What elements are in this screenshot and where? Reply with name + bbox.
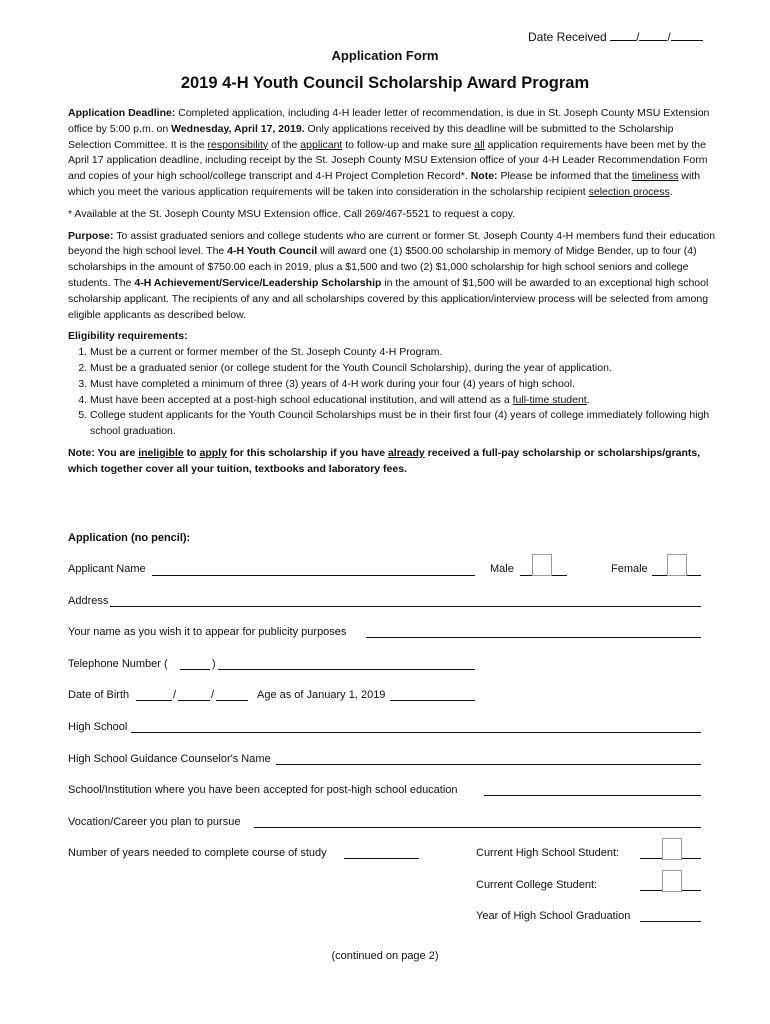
dob-year-field[interactable] [216, 700, 248, 701]
note-already: already [387, 446, 425, 459]
purpose-council: 4-H Youth Council [227, 245, 318, 258]
female-checkbox[interactable] [667, 554, 687, 576]
deadline-text: Please be informed that the [497, 170, 632, 183]
note-text: to [183, 446, 200, 459]
address-label: Address [68, 595, 109, 607]
eligibility-heading: Eligibility requirements: [68, 330, 188, 343]
note-ineligible: ineligible [138, 446, 184, 459]
age-label: Age as of January 1, 2019 [257, 689, 386, 701]
purpose-text: will award one (1) $500.00 scholarship in memory of Midge Bender, up to four (4) scholarships in the amount of $750.00 each in 2019, plus a $1,500 and two (2) $1,000 scholarship for high school seniors and college students. The [68, 245, 697, 289]
deadline-text: . [669, 185, 673, 198]
counselor-field[interactable] [276, 764, 701, 765]
applicant-name-label: Applicant Name [68, 563, 146, 575]
purpose-label: Purpose: [68, 229, 114, 242]
purpose-text: in the amount of $1,500 will be awarded to an exceptional high school scholarship applicant. The recipients of any and all scholarships covered by this application/interview process will be selected from among eligible applicants as described below. [68, 276, 709, 321]
form-heading: Application (no pencil): [68, 532, 191, 544]
purpose-paragraph [68, 229, 716, 324]
date-day-field[interactable] [639, 28, 667, 41]
deadline-paragraph [68, 106, 716, 201]
eligibility-item [90, 393, 716, 409]
form-label: Application Form [331, 48, 439, 63]
date-received-label: Date Received [528, 30, 607, 44]
dob-day-field[interactable] [178, 700, 210, 701]
counselor-label: High School Guidance Counselor's Name [68, 753, 271, 765]
years-needed-field[interactable] [344, 858, 419, 859]
publicity-name-label: Your name as you wish it to appear for publicity purposes [68, 626, 347, 638]
dob-sep: / [211, 689, 215, 701]
date-sep: / [667, 30, 671, 44]
ineligible-note [68, 446, 716, 478]
deadline-responsibility: responsibility [207, 138, 269, 151]
deadline-text: with which you meet the various application requirements will be taken into consideration in the scholarship recipient [68, 170, 701, 198]
deadline-all: all [474, 138, 485, 151]
deadline-timeliness: timeliness [631, 170, 679, 183]
dob-sep: / [173, 689, 177, 701]
deadline-note-label: Note: [470, 170, 498, 183]
note-apply: apply [199, 446, 227, 459]
page-title: 2019 4-H Youth Council Scholarship Award Program [180, 74, 590, 92]
note-text: received a full-pay scholarship or scholarships/grants, which together cover all your tuition, textbooks and laboratory fees. [68, 446, 701, 475]
grad-year-field[interactable] [640, 921, 701, 922]
career-label: Vocation/Career you plan to pursue [68, 816, 241, 828]
note-text: Note: You are [68, 446, 139, 459]
date-month-field[interactable] [610, 28, 636, 41]
eligibility-item-text: . [586, 393, 590, 406]
date-year-field[interactable] [671, 28, 703, 41]
institution-field[interactable] [484, 795, 701, 796]
continued-note: (continued on page 2) [331, 950, 439, 962]
grad-year-label: Year of High School Graduation [476, 910, 631, 922]
applicant-name-field[interactable] [152, 575, 475, 576]
eligibility-item: 3. Must have completed a minimum of three (3) years of 4-H work during your four (4) years of high school. [90, 377, 716, 393]
current-hs-label: Current High School Student: [476, 847, 620, 859]
male-label: Male [490, 563, 514, 575]
date-sep: / [636, 30, 640, 44]
date-received [528, 28, 703, 44]
purpose-text: To assist graduated seniors and college students who are current or former St. Joseph County 4-H members fund their education beyond the high school level. The [68, 229, 716, 258]
high-school-field[interactable] [131, 732, 701, 733]
address-field[interactable] [110, 606, 701, 607]
full-time-student: full-time student [512, 393, 587, 406]
institution-label: School/Institution where you have been accepted for post-high school education [68, 784, 458, 796]
deadline-selection: selection process [588, 185, 670, 198]
telephone-field[interactable] [218, 669, 475, 670]
current-college-label: Current College Student: [476, 879, 598, 891]
high-school-label: High School [68, 721, 128, 733]
purpose-achievement: 4-H Achievement/Service/Leadership Scholarship [134, 276, 382, 289]
publicity-name-field[interactable] [366, 637, 701, 638]
telephone-close-paren: ) [212, 658, 216, 670]
eligibility-item-text: Must have been accepted at a post-high school educational institution, and will attend as a [90, 393, 513, 406]
deadline-text: application requirements have been met by the April 17 application deadline, including receipt by the St. Joseph County MSU Extension office of your 4-H Leader Recommendation Form and copies of your high school/college transcript and 4-H Project Completion Record*. [68, 138, 708, 183]
eligibility-list [68, 345, 716, 440]
deadline-label: Application Deadline: [68, 107, 176, 119]
current-hs-checkbox[interactable] [662, 838, 682, 860]
dob-month-field[interactable] [136, 700, 172, 701]
area-code-field[interactable] [180, 669, 210, 670]
deadline-text: Completed application, including 4-H leader letter of recommendation, is due in St. Joseph County MSU Extension office by 5:00 p.m. on [68, 107, 710, 135]
dob-label: Date of Birth [68, 689, 130, 701]
deadline-applicant: applicant [300, 138, 343, 151]
male-checkbox[interactable] [532, 554, 552, 576]
eligibility-item: 2. Must be a graduated senior (or college student for the Youth Council Scholarship), during the year of application. [90, 361, 716, 377]
eligibility-item: 1. Must be a current or former member of the St. Joseph County 4-H Program. [90, 345, 716, 361]
deadline-text: Only applications received by this deadline will be submitted to the Scholarship Selection Committee. It is the [68, 122, 674, 151]
available-note: * Available at the St. Joseph County MSU Extension office. Call 269/467-5521 to request a copy. [68, 207, 516, 220]
deadline-date: Wednesday, April 17, 2019. [171, 122, 305, 135]
telephone-label: Telephone Number ( [68, 658, 168, 670]
note-text: for this scholarship if you have [226, 446, 388, 459]
deadline-text: of the [268, 138, 301, 151]
female-label: Female [611, 563, 648, 575]
eligibility-item: 5. College student applicants for the Youth Council Scholarships must be in their first four (4) years of college immediately following high school graduation. [90, 408, 716, 440]
years-needed-label: Number of years needed to complete course of study [68, 847, 327, 859]
career-field[interactable] [254, 827, 701, 828]
age-field[interactable] [390, 700, 475, 701]
instructions-body [68, 106, 716, 484]
eligibility-section [68, 329, 716, 440]
current-college-checkbox[interactable] [662, 870, 682, 892]
deadline-text: to follow-up and make sure [342, 138, 475, 151]
